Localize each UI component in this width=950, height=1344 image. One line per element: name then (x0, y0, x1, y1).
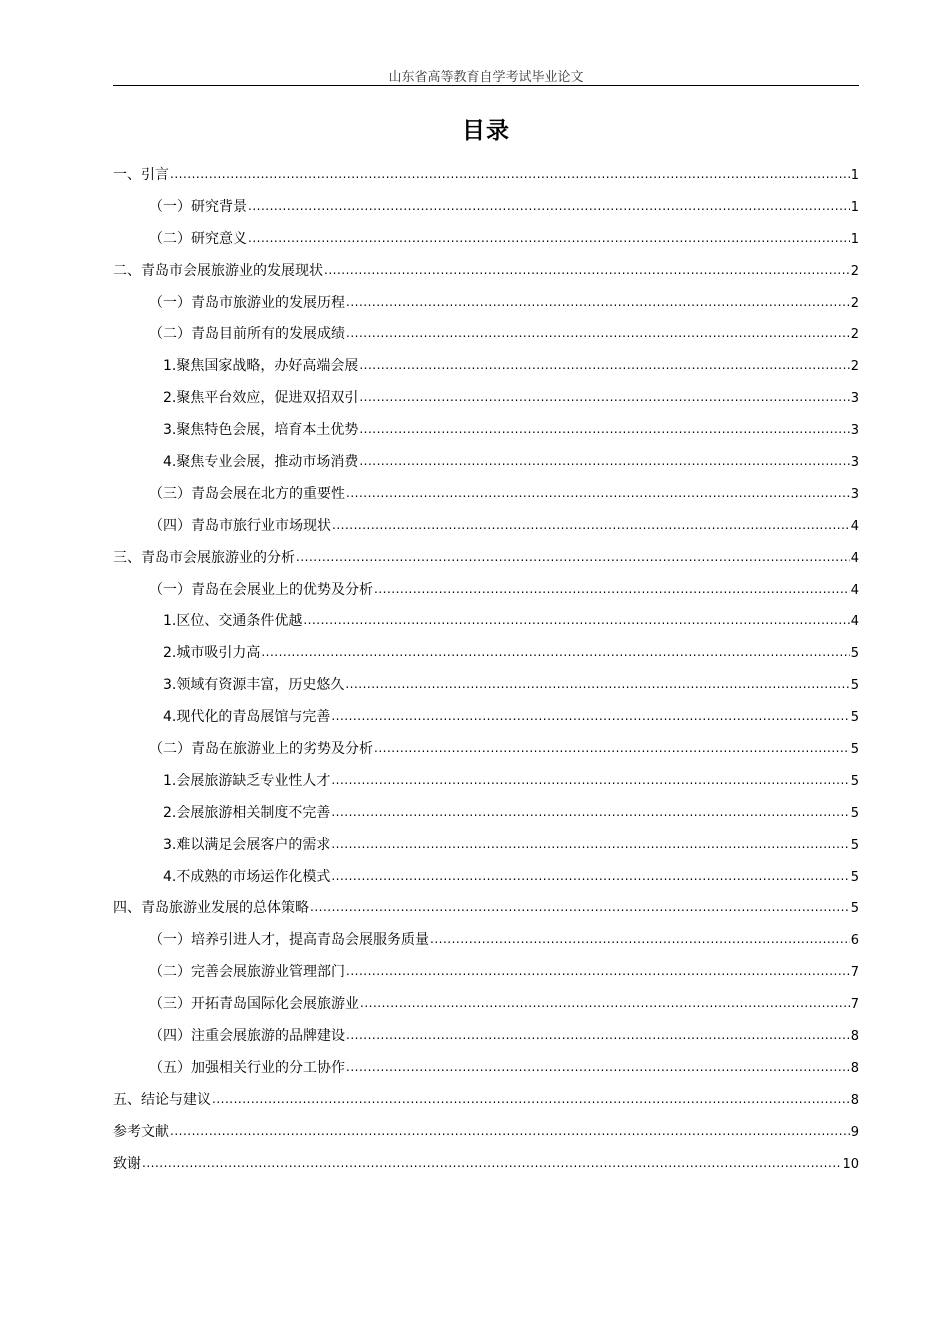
toc-entry[interactable] (113, 479, 859, 511)
toc-entry-title: 2.城市吸引力高 (163, 645, 261, 662)
toc-entry-title: （五）加强相关行业的分工协作 (149, 1059, 345, 1076)
toc-dot-leader (359, 414, 849, 446)
toc-page-number: 7 (850, 997, 859, 1013)
toc-entry-title: （二）研究意义 (149, 230, 247, 247)
toc-page-number: 5 (850, 805, 859, 821)
toc-entry-title: 1.区位、交通条件优越 (163, 613, 303, 630)
toc-entry-title: （一）青岛市旅游业的发展历程 (149, 294, 345, 311)
toc-entry-title: 2.聚焦平台效应，促进双招双引 (163, 390, 359, 407)
toc-entry[interactable] (113, 1021, 859, 1053)
toc-page-number: 10 (842, 1156, 859, 1172)
toc-entry[interactable] (113, 319, 859, 351)
toc-entry[interactable] (113, 192, 859, 224)
toc-dot-leader (359, 382, 849, 414)
toc-page-number: 5 (850, 901, 859, 917)
toc-page-number: 1 (850, 168, 859, 183)
toc-entry-title: （二）青岛在旅游业上的劣势及分析 (149, 741, 373, 758)
toc-entry-title: 3.难以满足会展客户的需求 (163, 836, 331, 853)
toc-dot-leader (212, 1084, 850, 1116)
toc-page-number: 4 (850, 582, 859, 598)
toc-entry-title: （三）开拓青岛国际化会展旅游业 (149, 996, 359, 1013)
toc-entry[interactable] (113, 511, 859, 543)
toc-page-number: 3 (850, 486, 859, 502)
toc-entry-title: （二）完善会展旅游业管理部门 (149, 964, 345, 981)
toc-dot-leader (331, 797, 849, 829)
toc-dot-leader (346, 1020, 850, 1052)
toc-page-number: 7 (850, 965, 859, 981)
toc-dot-leader (331, 861, 849, 893)
toc-entry-title: 四、青岛旅游业发展的总体策略 (113, 900, 309, 917)
toc-entry[interactable] (113, 957, 859, 989)
toc-entry[interactable] (113, 224, 859, 256)
toc-entry-title: 4.现代化的青岛展馆与完善 (163, 709, 331, 726)
toc-page-number: 3 (850, 423, 859, 439)
toc-entry-title: 三、青岛市会展旅游业的分析 (113, 549, 295, 566)
toc-entry[interactable] (113, 606, 859, 638)
toc-entry-title: （三）青岛会展在北方的重要性 (149, 485, 345, 502)
toc-entry[interactable] (113, 160, 859, 192)
toc-dot-leader (346, 318, 850, 350)
toc-dot-leader (331, 701, 849, 733)
toc-page-number: 5 (850, 646, 859, 662)
toc-entry-title: 4.聚焦专业会展，推动市场消费 (163, 454, 359, 471)
toc-entry-title: （四）注重会展旅游的品牌建设 (149, 1028, 345, 1045)
toc-page-number: 2 (850, 359, 859, 375)
toc-dot-leader (303, 605, 849, 637)
toc-entry-title: 一、引言 (113, 167, 169, 183)
toc-entry-title: （四）青岛市旅行业市场现状 (149, 517, 331, 534)
toc-entry[interactable] (113, 862, 859, 894)
toc-entry[interactable] (113, 383, 859, 415)
toc-dot-leader (296, 542, 850, 574)
toc-entry[interactable] (113, 893, 859, 925)
toc-title: 目录 (462, 118, 510, 144)
table-of-contents (113, 160, 859, 1181)
toc-dot-leader (345, 669, 849, 701)
toc-dot-leader (261, 637, 849, 669)
toc-dot-leader (331, 829, 849, 861)
toc-entry-title: 1.会展旅游缺乏专业性人才 (163, 772, 331, 789)
toc-entry[interactable] (113, 256, 859, 288)
toc-page-number: 3 (850, 391, 859, 407)
toc-entry-title: 五、结论与建议 (113, 1091, 211, 1108)
toc-entry-title: （一）研究背景 (149, 198, 247, 215)
toc-page-number: 5 (850, 742, 859, 758)
toc-entry[interactable] (113, 734, 859, 766)
toc-entry[interactable] (113, 702, 859, 734)
toc-entry-title: 3.聚焦特色会展，培育本土优势 (163, 422, 359, 439)
toc-entry[interactable] (113, 543, 859, 575)
toc-dot-leader (346, 287, 850, 319)
header-divider (113, 85, 859, 86)
toc-page-number: 2 (850, 327, 859, 343)
toc-entry[interactable] (113, 447, 859, 479)
toc-entry[interactable] (113, 766, 859, 798)
toc-entry-title: （一）培养引进人才，提高青岛会展服务质量 (149, 932, 429, 949)
toc-dot-leader (248, 223, 850, 255)
toc-page-number: 8 (850, 1092, 859, 1108)
toc-dot-leader (374, 574, 850, 606)
toc-entry[interactable] (113, 1053, 859, 1085)
toc-dot-leader (346, 1052, 850, 1084)
toc-entry[interactable] (113, 351, 859, 383)
toc-dot-leader (430, 924, 850, 956)
toc-page-number: 8 (850, 1029, 859, 1045)
toc-dot-leader (248, 191, 850, 223)
toc-entry-title: 二、青岛市会展旅游业的发展现状 (113, 262, 323, 279)
toc-entry-title: （二）青岛目前所有的发展成绩 (149, 326, 345, 343)
toc-entry[interactable] (113, 925, 859, 957)
toc-entry[interactable] (113, 1149, 859, 1181)
toc-page-number: 4 (850, 518, 859, 534)
toc-dot-leader (170, 159, 850, 191)
toc-entry[interactable] (113, 1117, 859, 1149)
toc-page-number: 1 (850, 231, 859, 247)
toc-entry[interactable] (113, 670, 859, 702)
toc-entry[interactable] (113, 415, 859, 447)
toc-dot-leader (332, 510, 850, 542)
toc-entry-title: 参考文献 (113, 1123, 169, 1140)
toc-entry-title: 3.领域有资源丰富，历史悠久 (163, 677, 345, 694)
toc-page-number: 4 (850, 614, 859, 630)
toc-dot-leader (374, 733, 850, 765)
toc-page-number: 9 (850, 1124, 859, 1140)
toc-page-number: 4 (850, 550, 859, 566)
toc-dot-leader (359, 446, 849, 478)
toc-dot-leader (331, 765, 849, 797)
toc-page-number: 5 (850, 678, 859, 694)
page-header: 山东省高等教育自学考试毕业论文 (388, 70, 584, 85)
toc-page-number: 2 (850, 263, 859, 279)
toc-page-number: 6 (850, 933, 859, 949)
toc-entry-title: 1.聚焦国家战略，办好高端会展 (163, 358, 359, 375)
toc-dot-leader (324, 255, 850, 287)
toc-dot-leader (360, 988, 850, 1020)
toc-entry[interactable] (113, 288, 859, 320)
toc-entry[interactable] (113, 830, 859, 862)
toc-page-number: 8 (850, 1060, 859, 1076)
toc-entry[interactable] (113, 989, 859, 1021)
toc-page-number: 5 (850, 773, 859, 789)
toc-page-number: 1 (850, 199, 859, 215)
toc-entry[interactable] (113, 575, 859, 607)
toc-page-number: 5 (850, 837, 859, 853)
toc-dot-leader (346, 956, 850, 988)
toc-page-number: 5 (850, 869, 859, 885)
toc-dot-leader (170, 1116, 850, 1148)
toc-dot-leader (142, 1148, 841, 1180)
toc-page-number: 5 (850, 710, 859, 726)
toc-dot-leader (310, 892, 850, 924)
toc-entry-title: （一）青岛在会展业上的优势及分析 (149, 581, 373, 598)
toc-entry[interactable] (113, 798, 859, 830)
toc-entry-title: 2.会展旅游相关制度不完善 (163, 804, 331, 821)
toc-entry[interactable] (113, 638, 859, 670)
toc-entry-title: 4.不成熟的市场运作化模式 (163, 868, 331, 885)
toc-dot-leader (359, 350, 849, 382)
toc-page-number: 3 (850, 455, 859, 471)
toc-dot-leader (346, 478, 850, 510)
toc-entry-title: 致谢 (113, 1155, 141, 1172)
toc-page-number: 2 (850, 295, 859, 311)
toc-entry[interactable] (113, 1085, 859, 1117)
